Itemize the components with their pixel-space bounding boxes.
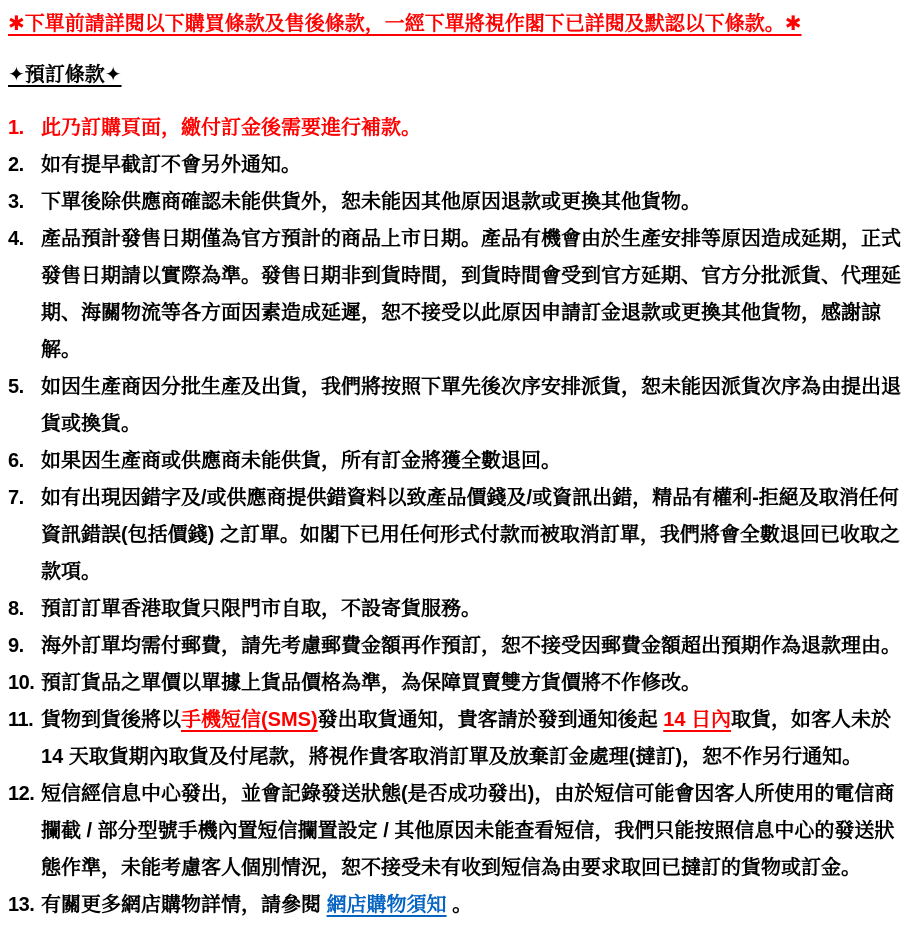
term-item — [8, 184, 903, 221]
term-number: 12. — [8, 783, 35, 805]
term-text — [41, 480, 903, 591]
term-text — [41, 443, 903, 480]
term-text — [41, 591, 903, 628]
term-item — [8, 887, 903, 924]
term-text-segment: 如有提早截訂不會另外通知。 — [41, 154, 301, 176]
term-text-segment: 預訂貨品之單價以單據上貨品價格為準，為保障買賣雙方貨價將不作修改。 — [41, 672, 701, 694]
term-number: 1. — [8, 117, 24, 139]
term-number: 9. — [8, 635, 24, 657]
term-text — [41, 147, 903, 184]
term-number: 6. — [8, 450, 24, 472]
term-item — [8, 665, 903, 702]
term-text — [41, 665, 903, 702]
pickup-deadline-highlight: 14 日內 — [663, 709, 732, 731]
term-number: 2. — [8, 154, 24, 176]
term-text — [41, 110, 903, 147]
term-number: 5. — [8, 376, 24, 398]
term-number: 8. — [8, 598, 24, 620]
term-text-segment: 貨物到貨後將以 — [41, 709, 181, 731]
term-item — [8, 591, 903, 628]
terms-list — [8, 110, 903, 924]
term-text-segment: 產品預計發售日期僅為官方預計的商品上市日期。產品有機會由於生產安排等原因造成延期，正式發售日期請以實際為準。發售日期非到貨時間，到貨時間會受到官方延期、官方分批派貨、代理延期、海關物流等各方面因素造成延遲，恕不接受以此原因申請訂金退款或更換其他貨物，感謝諒解。 — [41, 228, 901, 361]
term-text-segment: 有關更多網店購物詳情，請參閱 — [41, 894, 327, 916]
term-text — [41, 887, 903, 924]
term-text-segment: 短信經信息中心發出，並會記錄發送狀態(是否成功發出)，由於短信可能會因客人所使用的電信商攔截 / 部分型號手機內置短信攔置設定 / 其他原因未能查看短信，我們只能按照信息中心的發送狀態作準，未能考慮客人個別情況，恕不接受未有收到短信為由要求取回已撻訂的貨物或訂金。 — [41, 783, 895, 879]
term-text-segment: 。 — [446, 894, 473, 916]
term-item — [8, 776, 903, 887]
term-text-segment: 如因生產商因分批生產及出貨，我們將按照下單先後次序安排派貨，恕未能因派貨次序為由提出退貨或換貨。 — [41, 376, 901, 435]
term-item — [8, 369, 903, 443]
term-number: 4. — [8, 228, 24, 250]
term-text — [41, 776, 903, 887]
term-text — [41, 221, 903, 369]
term-text-segment: 如果因生產商或供應商未能供貨，所有訂金將獲全數退回。 — [41, 450, 561, 472]
shop-guide-link[interactable]: 網店購物須知 — [326, 894, 447, 916]
term-item — [8, 147, 903, 184]
section-title-wrap — [8, 57, 903, 110]
term-text — [41, 702, 903, 776]
term-text — [41, 369, 903, 443]
term-item — [8, 443, 903, 480]
term-text-segment: 取貨，如客人未於 14 天取貨期內取貨及付尾款，將視作貴客取消訂單及放棄訂金處理(撻訂)，恕不作另行通知。 — [41, 709, 892, 768]
sms-highlight: 手機短信(SMS) — [181, 709, 318, 731]
term-text-segment: 下單後除供應商確認未能供貨外，恕未能因其他原因退款或更換其他貨物。 — [41, 191, 701, 213]
term-number: 10. — [8, 672, 35, 694]
term-number: 13. — [8, 894, 35, 916]
term-item — [8, 480, 903, 591]
term-text-segment: 如有出現因錯字及/或供應商提供錯資料以致產品價錢及/或資訊出錯，精品有權利-拒絕及取消任何資訊錯誤(包括價錢) 之訂單。如閣下已用任何形式付款而被取消訂單，我們將會全數退回已收取之款項。 — [41, 487, 900, 583]
term-number: 11. — [8, 709, 34, 731]
term-number: 7. — [8, 487, 24, 509]
warning-header: ✱下單前請詳閱以下購買條款及售後條款，一經下單將視作閣下已詳閱及默認以下條款。✱ — [8, 13, 802, 35]
term-item — [8, 702, 903, 776]
term-text-segment: 發出取貨通知，貴客請於發到通知後起 — [317, 709, 664, 731]
term-text — [41, 184, 903, 221]
term-text — [41, 628, 903, 665]
term-text-segment: 預訂訂單香港取貨只限門市自取，不設寄貨服務。 — [41, 598, 481, 620]
term-item — [8, 221, 903, 369]
term-text-segment: 海外訂單均需付郵費，請先考慮郵費金額再作預訂，恕不接受因郵費金額超出預期作為退款理由。 — [41, 635, 901, 657]
section-title: ✦預訂條款✦ — [8, 64, 122, 86]
term-item — [8, 110, 903, 147]
term-item — [8, 628, 903, 665]
term-number: 3. — [8, 191, 24, 213]
deposit-notice-highlight: 此乃訂購頁面，繳付訂金後需要進行補款。 — [41, 117, 421, 139]
